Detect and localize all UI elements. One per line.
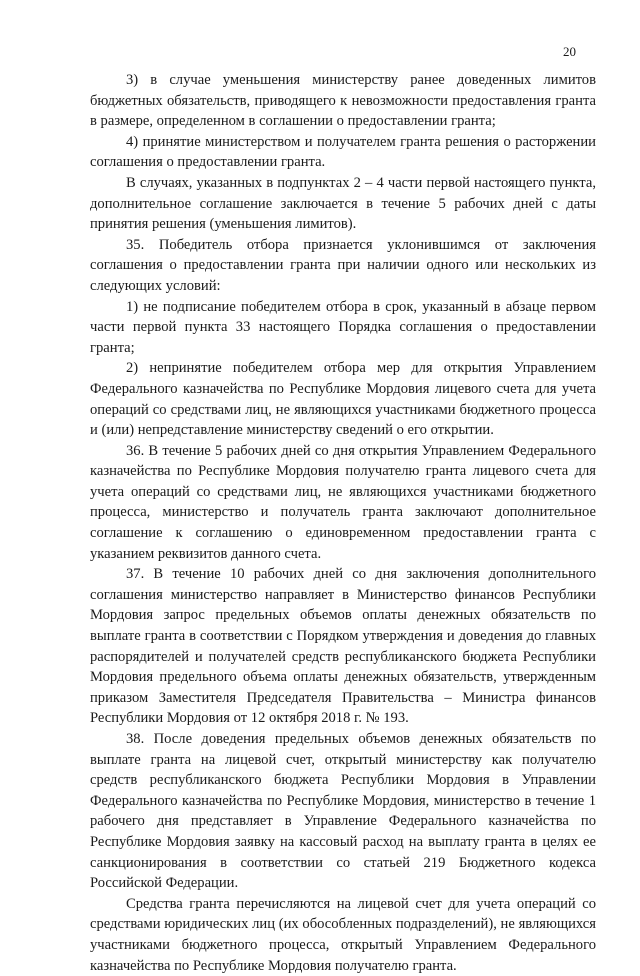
paragraph-point-36: 36. В течение 5 рабочих дней со дня открытия Управлением Федерального казначейства по Республике Мордовия получателю гранта лицевого счета для учета операций со средствами лиц, не являющихся участниками бюджетного процесса, министерство и получатель гранта заключают дополнительное соглашение к соглашению о единовременном предоставлении гранта с указанием реквизитов данного счета. (90, 442, 596, 562)
paragraph-grant-transfer: Средства гранта перечисляются на лицевой счет для учета операций со средствами юридических лиц (их обособленных подразделений), не являющихся участниками бюджетного процесса, открытый Управлением Федерального казначейства по Республике Мордовия получателю гранта. (90, 895, 596, 974)
paragraph-point-35-item-1: 1) не подписание победителем отбора в срок, указанный в абзаце первом части первой пункта 33 настоящего Порядка соглашения о предоставлении гранта; (90, 298, 596, 356)
document-body (90, 70, 596, 976)
paragraph-clause-3: 3) в случае уменьшения министерству ранее доведенных лимитов бюджетных обязательств, приводящего к невозможности предоставления гранта в размере, определенном в соглашении о предоставлении гранта; (90, 72, 596, 130)
page-number: 20 (563, 44, 576, 59)
paragraph-point-35-item-2: 2) непринятие победителем отбора мер для открытия Управлением Федерального казначейства по Республике Мордовия лицевого счета для учета операций со средствами лиц, не являющихся участниками бюджетного процесса и (или) непредставление министерству сведений о его открытии. (90, 360, 596, 439)
paragraph-point-37: 37. В течение 10 рабочих дней со дня заключения дополнительного соглашения министерство направляет в Министерство финансов Республики Мордовия запрос предельных объемов оплаты денежных обязательств по выплате гранта в соответствии с Порядком утверждения и доведения до главных распорядителей и получателей средств республиканского бюджета Республики Мордовия предельного объема оплаты денежных обязательств, утвержденным приказом Заместителя Председателя Правительства – Министра финансов Республики Мордовия от 12 октября 2018 г. № 193. (90, 566, 596, 727)
paragraph-point-38: 38. После доведения предельных объемов денежных обязательств по выплате гранта на лицевой счет, открытый министерству как получателю средств республиканского бюджета Республики Мордовия в Управлении Федерального казначейства по Республике Мордовия, министерство в течение 1 рабочего дня представляет в Управление Федерального казначейства по Республике Мордовия заявку на кассовый расход на выплату гранта в целях ее санкционирования в соответствии со статьей 219 Бюджетного кодекса Российской Федерации. (90, 731, 596, 892)
paragraph-clause-4: 4) принятие министерством и получателем гранта решения о расторжении соглашения о предоставлении гранта. (90, 133, 596, 171)
paragraph-supplementary-agreement-term: В случаях, указанных в подпунктах 2 – 4 части первой настоящего пункта, дополнительное соглашение заключается в течение 5 рабочих дней с даты принятия решения (уменьшения лимитов). (90, 174, 596, 233)
paragraph-point-35: 35. Победитель отбора признается уклонившимся от заключения соглашения о предоставлении гранта при наличии одного или нескольких из следующих условий: (90, 236, 596, 294)
